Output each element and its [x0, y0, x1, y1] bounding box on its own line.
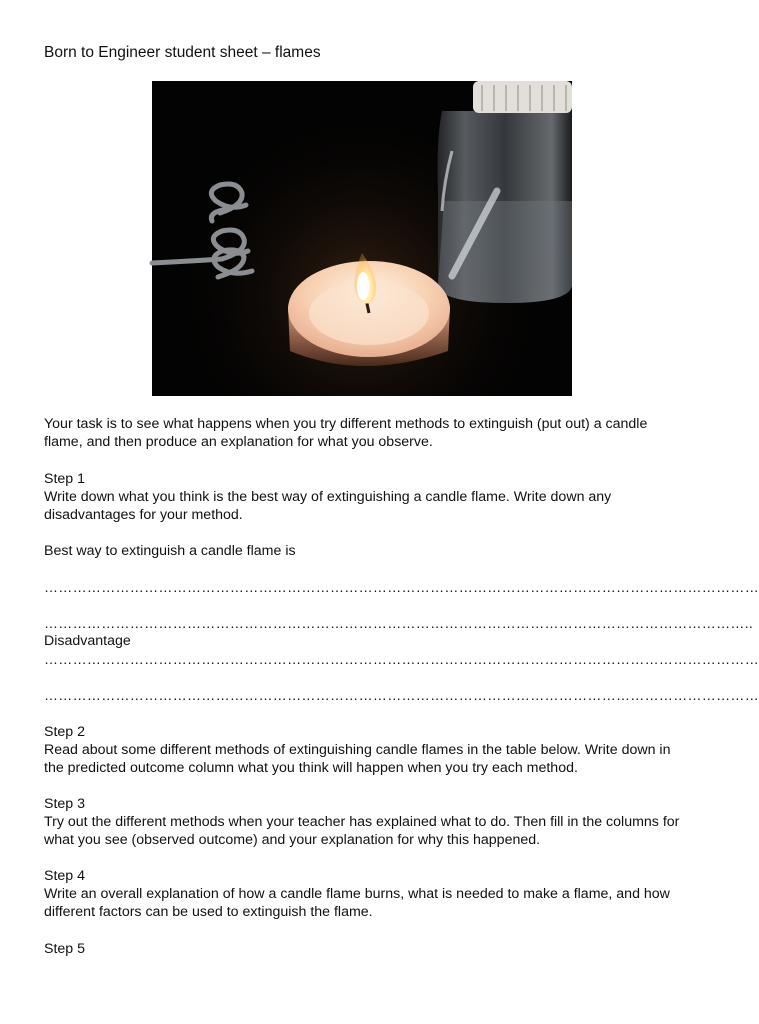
- step-2-text: Read about some different methods of extinguishing candle flames in the table below. Write down in the predicted outcome column what you think will happen when you try each method.: [44, 742, 671, 776]
- candle-photo: [152, 81, 572, 396]
- step-4-heading: Step 4: [44, 868, 86, 884]
- step-3-heading: Step 3: [44, 796, 86, 812]
- step-3-text: Try out the different methods when your teacher has explained what to do. Then fill in the columns for what you see (observed outcome) and your explanation for why this happened.: [44, 814, 680, 848]
- answer-line-1[interactable]: ……………………………………………………………………………………………………………………………………: [44, 579, 759, 595]
- step-1-heading: Step 1: [44, 471, 86, 487]
- jar-graphic: [438, 81, 573, 303]
- answer-line-2[interactable]: …………………………………………………………………………………………………………………………………..: [44, 615, 754, 631]
- answer-line-3[interactable]: ……………………………………………………………………………………………………………………………………: [44, 651, 759, 667]
- disadvantage-label: Disadvantage: [44, 633, 131, 649]
- step-5-heading: Step 5: [44, 941, 86, 957]
- step-2-heading: Step 2: [44, 724, 86, 740]
- intro-paragraph: Your task is to see what happens when you try different methods to extinguish (put out) a candle flame, and then produce an explanation for what you observe.: [44, 416, 648, 450]
- step-1-text: Write down what you think is the best way of extinguishing a candle flame. Write down any disadvantages for your method.: [44, 489, 612, 523]
- step-4-text: Write an overall explanation of how a candle flame burns, what is needed to make a flame, and how different factors can be used to extinguish the flame.: [44, 886, 670, 920]
- page-title: Born to Engineer student sheet – flames: [44, 44, 321, 61]
- best-way-prompt: Best way to extinguish a candle flame is: [44, 543, 296, 559]
- answer-line-4[interactable]: ……………………………………………………………………………………………………………………………………: [44, 687, 759, 703]
